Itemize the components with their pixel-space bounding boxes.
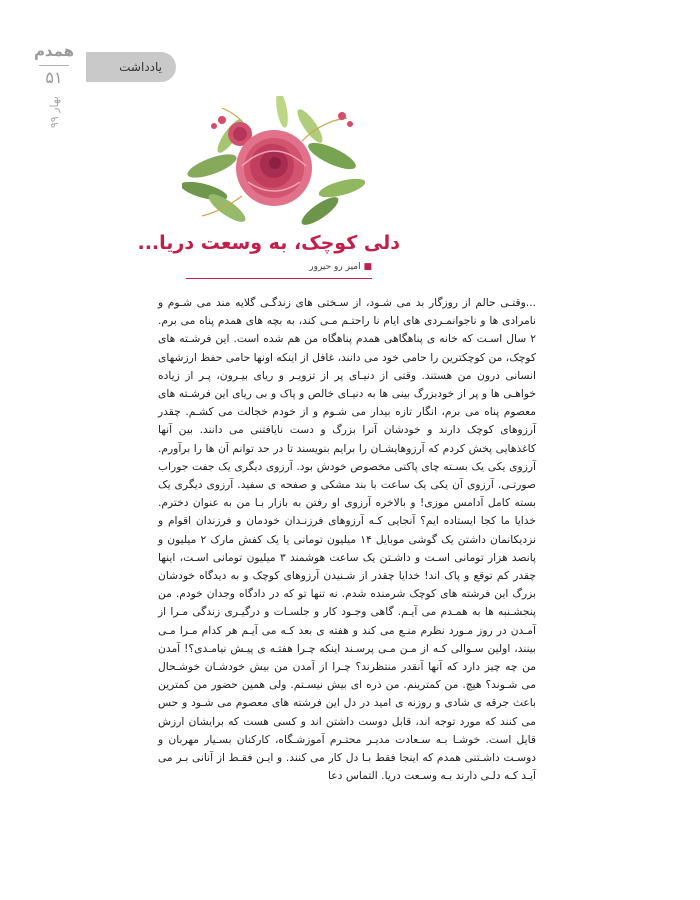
article-title: دلی کوچک، به وسعت دریا... — [137, 232, 400, 254]
article-body — [158, 294, 536, 785]
rose-bouquet-icon — [182, 96, 368, 230]
magazine-logo: همدم — [33, 42, 75, 60]
author-byline — [309, 262, 372, 272]
page-side-column — [34, 44, 74, 128]
flower-illustration — [182, 96, 368, 230]
section-tab — [86, 52, 176, 82]
logo-divider — [39, 65, 69, 66]
issue-label: بهار ۹۹ — [47, 96, 61, 129]
article-paragraph: ...وقتـی حالم از روزگار بد می شـود، از سـختی های زندگـی گلایه مند می شـوم و نامرادی ها و ناجوانمـردی های ایام نا راحتـم مـی کند، به بچه های همدم پناه می برم. ۲ سال اسـت که خانه ی پناهگاهی همدم پناهگاه من هم شده است. این فرشـته های کوچک، من کوچکترین را حامی خود می دانند، غافل از اینکه اونها حامی حفظ ارزشهای انسانی درون من هستند. وقتی از دنیـای پر از تزویـر و ریای بیـرون، پـر از زیاده خواهـی ها و پر از خودبزرگ بینی ها به دنیـای خالص و پاک و بی ریای این فرشـته های معصوم پناه می برم، انگار تازه بیدار می شـوم و از خودم خجالت می کشـم. چقدر آرزوهای کوچک دارند و خودشان آنرا بزرگ و دست نایافتنی می دانند. بین آنها کاغذهایی پخش کردم که آرزوهایشـان را برایم بنویسند تا در حد توانم آن ها را برآورم. آرزوی یکی یک بسـته چای پاکتی مخصوص خودش بود. آرزوی دیگری یک جفت جوراب صورتـی. آرزوی آن یکی یک ساعت با بند مشکی و صفحه ی سفید. آرزوی دیگری یک بسته کامل آدامس موزی! و بالاخره آرزوی او رفتن به بازار بـا من به عنوان دخترم. خدایا ما کجا ایستاده ایم؟ آنجایی کـه آرزوهای فرزنـدان خودمان و فرزندان اقوام و نزدیکانمان داشتن یک گوشی موبایل ۱۴ میلیون تومانی یا یک کفش مارک ۲ میلیون و پانصد هزار تومانی اسـت و داشـتن یک ساعت هوشمند ۳ میلیون تومانی اسـت، اینها چقدر کم توقع و پاک اند! خدایا چقدر از شـنیدن آرزوهای کوچک و به دیدگاه خودشان بزرگ این فرشته های کوچک شرمنده شدم. نه تنها تو که در دادگاه وجدان خودم. من پنجشـنبه ها به همـدم می آیـم. گاهی وجـود کار و جلسـات و درگیـری زندگی مـرا از آمـدن در روز مـورد نظرم منـع می کند و هفته ی بعد کـه می آیـم هر کدام مـرا مـی بینند، اولین سـوالی کـه از مـن مـی پرسـند اینکه چـرا هفتـه ی پیـش نیامـدی؟! آمدن من چه چیز دارد که آنها آنقدر منتظرند؟ چـرا از آمدن من بیش خودشـان خوشـحال می شـوند؟ هیچ. من کمترینم. من ذره ای بیش نیسـتم. ولی همین حضور من کمترین باعث جرقه ی شادی و روزنه ی امید در دل این فرشته های معصوم می شـود و حس می کنند که مورد توجه اند، قابل دوست داشتن اند و کسی هست که برایشان ارزش قایل است. خوشـا بـه سـعادت مدیـر محتـرم آموزشـگاه، کارکنان بسـیار مهربان و دوسـت داشـتنی همدم که اینجا فقط بـا دل کار می کنند. و ایـن فقـط از آنانی بـر می آیـد کـه دلـی دارند بـه وسـعت دریا. التماس دعا — [158, 296, 536, 783]
author-bullet-icon: ■ — [363, 262, 372, 272]
title-divider — [186, 278, 372, 279]
author-name: امیر رو حیرور — [309, 262, 361, 272]
section-label: یادداشت — [119, 60, 162, 74]
page-number: ۵۱ — [45, 68, 63, 87]
